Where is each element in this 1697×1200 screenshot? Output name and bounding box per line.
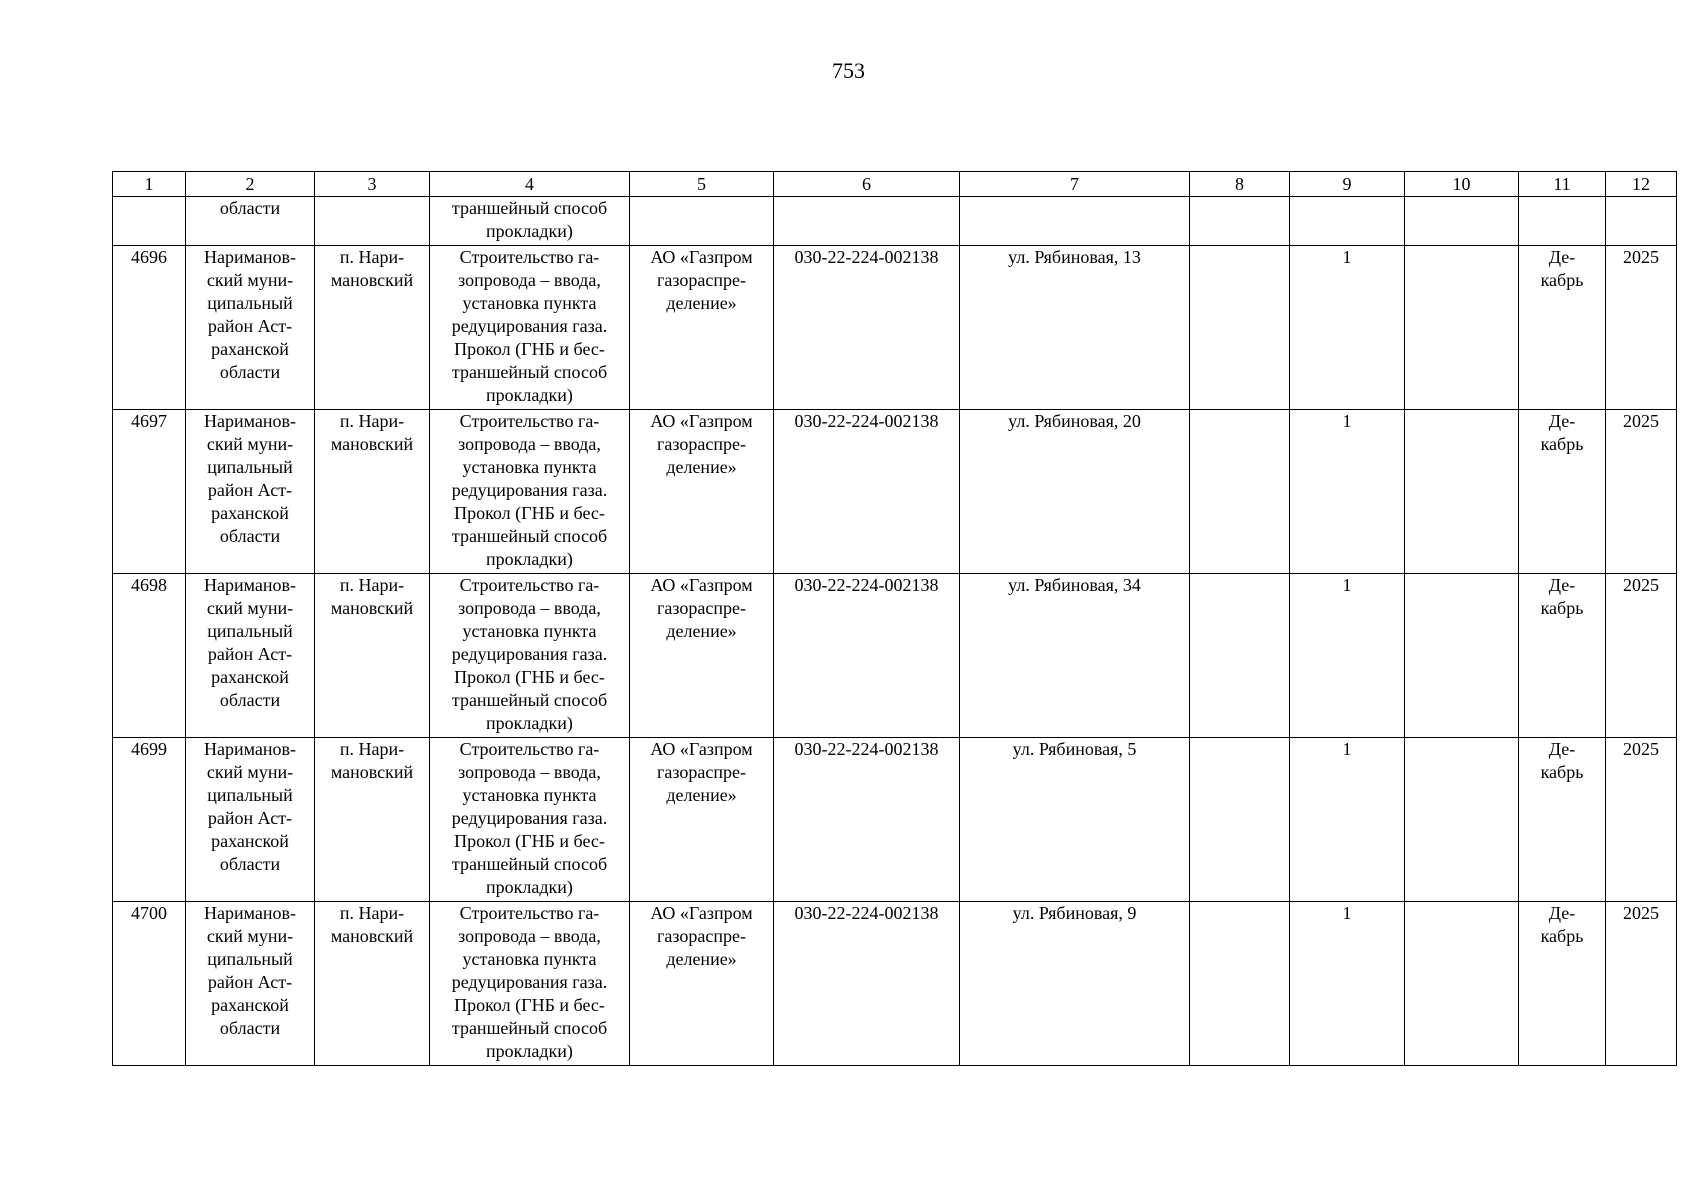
address-cell: ул. Рябиновая, 9 bbox=[960, 902, 1190, 1066]
code-cell: 030-22-224-002138 bbox=[774, 574, 960, 738]
column-header: 3 bbox=[315, 172, 430, 197]
row-number: 4699 bbox=[113, 738, 186, 902]
works-text: Строительство га- зопровода – ввода, установка пункта редуцирования газа. Прокол (ГНБ и бес- траншейный способ прокладки) bbox=[451, 575, 608, 733]
count-cell: 1 bbox=[1290, 902, 1405, 1066]
district-cell bbox=[186, 902, 315, 1066]
column-number-header bbox=[113, 172, 1677, 197]
address-cell: ул. Рябиновая, 20 bbox=[960, 410, 1190, 574]
register-body bbox=[113, 197, 1677, 1066]
code-cell: 030-22-224-002138 bbox=[774, 410, 960, 574]
operator-text: АО «Газпром газораспре- деление» bbox=[650, 739, 753, 805]
district-text: Нариманов- ский муни- ципальный район Аст- раханской области bbox=[203, 247, 296, 382]
month-cell bbox=[1519, 574, 1606, 738]
table-cell bbox=[430, 197, 630, 246]
empty-cell bbox=[1405, 410, 1519, 574]
table-cell bbox=[186, 197, 315, 246]
month-text: Де- кабрь bbox=[1540, 903, 1584, 946]
table-row bbox=[113, 738, 1677, 902]
operator-cell bbox=[630, 902, 774, 1066]
settlement-cell bbox=[315, 410, 430, 574]
cell-text: области bbox=[219, 198, 281, 218]
empty-cell bbox=[1190, 246, 1290, 410]
settlement-cell bbox=[315, 902, 430, 1066]
settlement-cell bbox=[315, 246, 430, 410]
table-row bbox=[113, 246, 1677, 410]
row-number: 4697 bbox=[113, 410, 186, 574]
operator-text: АО «Газпром газораспре- деление» bbox=[650, 903, 753, 969]
works-text: Строительство га- зопровода – ввода, установка пункта редуцирования газа. Прокол (ГНБ и бес- траншейный способ прокладки) bbox=[451, 411, 608, 569]
column-header: 7 bbox=[960, 172, 1190, 197]
district-cell bbox=[186, 246, 315, 410]
table-cell bbox=[1519, 197, 1606, 246]
column-header: 9 bbox=[1290, 172, 1405, 197]
table-cell bbox=[1606, 197, 1677, 246]
table-cell bbox=[113, 197, 186, 246]
district-text: Нариманов- ский муни- ципальный район Аст- раханской области bbox=[203, 739, 296, 874]
month-cell bbox=[1519, 902, 1606, 1066]
settlement-text: п. Нари- мановский bbox=[330, 903, 414, 946]
table-row bbox=[113, 574, 1677, 738]
empty-cell bbox=[1405, 574, 1519, 738]
register-table bbox=[112, 171, 1677, 1066]
column-header: 5 bbox=[630, 172, 774, 197]
settlement-cell bbox=[315, 574, 430, 738]
settlement-text: п. Нари- мановский bbox=[330, 247, 414, 290]
district-cell bbox=[186, 574, 315, 738]
header-row bbox=[113, 172, 1677, 197]
column-header: 2 bbox=[186, 172, 315, 197]
empty-cell bbox=[1405, 902, 1519, 1066]
column-header: 11 bbox=[1519, 172, 1606, 197]
year-cell: 2025 bbox=[1606, 902, 1677, 1066]
operator-text: АО «Газпром газораспре- деление» bbox=[650, 411, 753, 477]
count-cell: 1 bbox=[1290, 738, 1405, 902]
column-header: 1 bbox=[113, 172, 186, 197]
address-cell: ул. Рябиновая, 5 bbox=[960, 738, 1190, 902]
month-cell bbox=[1519, 738, 1606, 902]
code-cell: 030-22-224-002138 bbox=[774, 738, 960, 902]
empty-cell bbox=[1190, 902, 1290, 1066]
column-header: 4 bbox=[430, 172, 630, 197]
district-text: Нариманов- ский муни- ципальный район Аст- раханской области bbox=[203, 575, 296, 710]
month-text: Де- кабрь bbox=[1540, 575, 1584, 618]
settlement-text: п. Нари- мановский bbox=[330, 575, 414, 618]
year-cell: 2025 bbox=[1606, 410, 1677, 574]
count-cell: 1 bbox=[1290, 574, 1405, 738]
address-cell: ул. Рябиновая, 13 bbox=[960, 246, 1190, 410]
empty-cell bbox=[1190, 574, 1290, 738]
month-text: Де- кабрь bbox=[1540, 739, 1584, 782]
works-text: Строительство га- зопровода – ввода, установка пункта редуцирования газа. Прокол (ГНБ и бес- траншейный способ прокладки) bbox=[451, 247, 608, 405]
table-row bbox=[113, 902, 1677, 1066]
table-cell bbox=[630, 197, 774, 246]
operator-cell bbox=[630, 410, 774, 574]
empty-cell bbox=[1190, 410, 1290, 574]
table-cell bbox=[315, 197, 430, 246]
operator-text: АО «Газпром газораспре- деление» bbox=[650, 575, 753, 641]
page-number: 753 bbox=[832, 58, 865, 83]
district-text: Нариманов- ский муни- ципальный район Аст- раханской области bbox=[203, 411, 296, 546]
works-cell bbox=[430, 246, 630, 410]
works-cell bbox=[430, 410, 630, 574]
year-cell: 2025 bbox=[1606, 574, 1677, 738]
row-number: 4698 bbox=[113, 574, 186, 738]
empty-cell bbox=[1190, 738, 1290, 902]
count-cell: 1 bbox=[1290, 410, 1405, 574]
code-cell: 030-22-224-002138 bbox=[774, 246, 960, 410]
month-cell bbox=[1519, 410, 1606, 574]
settlement-text: п. Нари- мановский bbox=[330, 739, 414, 782]
district-text: Нариманов- ский муни- ципальный район Аст- раханской области bbox=[203, 903, 296, 1038]
year-cell: 2025 bbox=[1606, 246, 1677, 410]
empty-cell bbox=[1405, 738, 1519, 902]
settlement-text: п. Нари- мановский bbox=[330, 411, 414, 454]
month-text: Де- кабрь bbox=[1540, 247, 1584, 290]
settlement-cell bbox=[315, 738, 430, 902]
table-cell bbox=[774, 197, 960, 246]
table-cell bbox=[1405, 197, 1519, 246]
empty-cell bbox=[1405, 246, 1519, 410]
operator-cell bbox=[630, 574, 774, 738]
works-cell bbox=[430, 574, 630, 738]
works-cell bbox=[430, 902, 630, 1066]
operator-cell bbox=[630, 246, 774, 410]
works-text: Строительство га- зопровода – ввода, установка пункта редуцирования газа. Прокол (ГНБ и бес- траншейный способ прокладки) bbox=[451, 739, 608, 897]
column-header: 8 bbox=[1190, 172, 1290, 197]
year-cell: 2025 bbox=[1606, 738, 1677, 902]
table-cell bbox=[1290, 197, 1405, 246]
works-text: Строительство га- зопровода – ввода, установка пункта редуцирования газа. Прокол (ГНБ и бес- траншейный способ прокладки) bbox=[451, 903, 608, 1061]
operator-cell bbox=[630, 738, 774, 902]
table-cell bbox=[1190, 197, 1290, 246]
table-cell bbox=[960, 197, 1190, 246]
operator-text: АО «Газпром газораспре- деление» bbox=[650, 247, 753, 313]
district-cell bbox=[186, 410, 315, 574]
count-cell: 1 bbox=[1290, 246, 1405, 410]
district-cell bbox=[186, 738, 315, 902]
address-cell: ул. Рябиновая, 34 bbox=[960, 574, 1190, 738]
column-header: 12 bbox=[1606, 172, 1677, 197]
row-number: 4700 bbox=[113, 902, 186, 1066]
works-cell bbox=[430, 738, 630, 902]
row-number: 4696 bbox=[113, 246, 186, 410]
continued-row bbox=[113, 197, 1677, 246]
table-row bbox=[113, 410, 1677, 574]
column-header: 10 bbox=[1405, 172, 1519, 197]
code-cell: 030-22-224-002138 bbox=[774, 902, 960, 1066]
month-text: Де- кабрь bbox=[1540, 411, 1584, 454]
cell-text: траншейный способ прокладки) bbox=[451, 198, 608, 241]
month-cell bbox=[1519, 246, 1606, 410]
column-header: 6 bbox=[774, 172, 960, 197]
